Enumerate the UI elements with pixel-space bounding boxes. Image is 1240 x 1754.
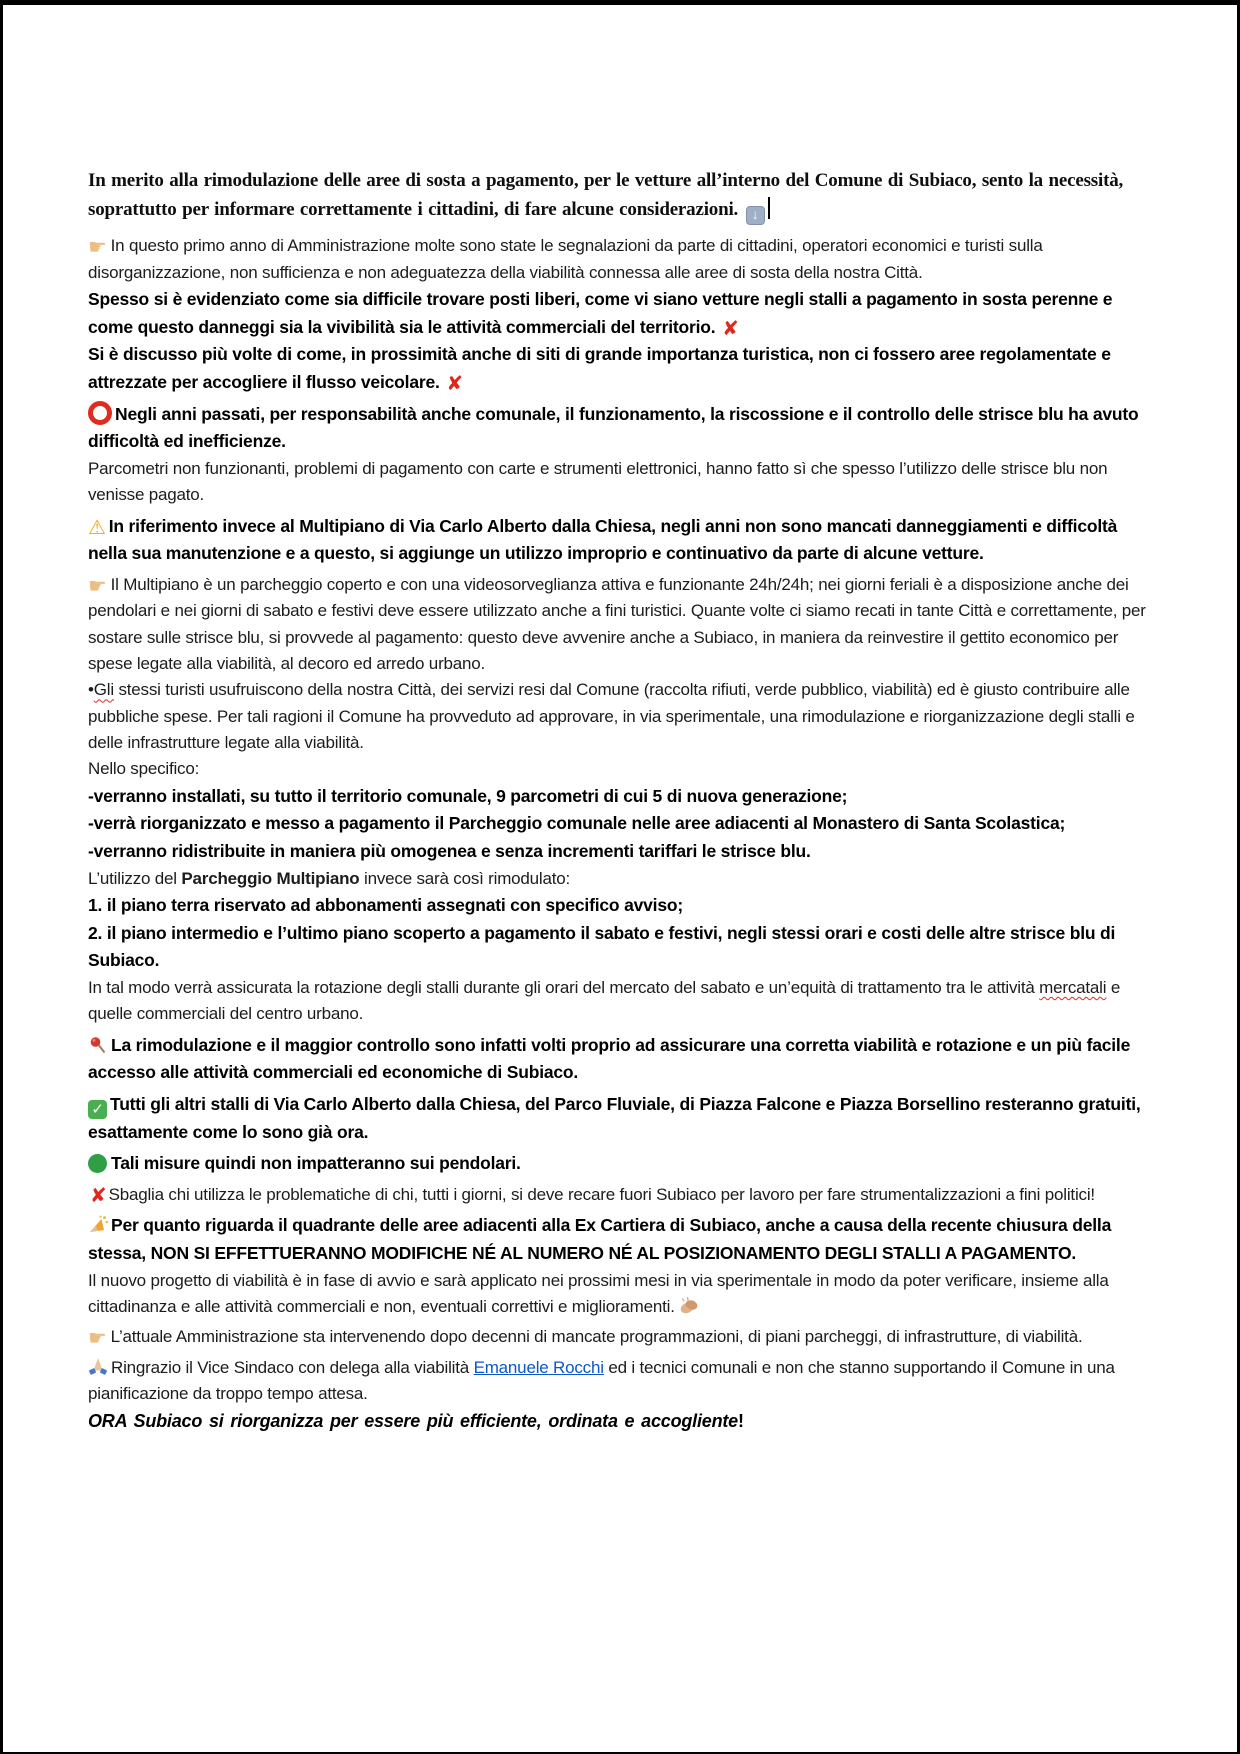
text-run: 2. il piano intermedio e l’ultimo piano scoperto a pagamento il sabato e festivi, negli stessi orari e costi delle altre strisce blu di Subiaco. <box>88 922 1116 971</box>
paragraph-segnalazioni <box>88 233 1154 286</box>
paragraph-posti-liberi <box>88 286 1154 341</box>
paragraph-piano-intermedio <box>88 920 1154 975</box>
text-run: Spesso si è evidenziato come sia difficile trovare posti liberi, come vi siano vetture negli stalli a pagamento in sosta perenne e come questo danneggi sia la vivibilità sia le attività commerciali del territorio. <box>88 289 1113 337</box>
text-run: Si è discusso più volte di come, in prossimità anche di siti di grande importanza turistica, non ci fossero aree regolamentate e attrezzate per accogliere il flusso veicolare. <box>88 344 1111 393</box>
paragraph-attuale-amministrazione <box>88 1324 1154 1350</box>
paragraph-stalli-gratuiti <box>88 1091 1154 1147</box>
paragraph-strisce-blu-inefficienze <box>88 401 1154 456</box>
paragraph-turisti-servizi <box>88 677 1154 756</box>
paragraph-nello-specifico <box>88 756 1154 782</box>
text-run: L’utilizzo del <box>88 868 182 888</box>
text-run: invece sarà così rimodulato: <box>359 868 571 888</box>
document-body <box>88 166 1154 1436</box>
cross-mark-icon: ✘ <box>722 317 739 340</box>
paragraph-pendolari <box>88 1150 1154 1178</box>
cross-mark-icon: ✘ <box>446 373 463 396</box>
text-run: Negli anni passati, per responsabilità anche comunale, il funzionamento, la riscossione e il controllo delle strisce blu ha avuto difficoltà ed inefficienze. <box>88 403 1139 452</box>
text-run: Sbaglia chi utilizza le problematiche di chi, tutti i giorni, si deve recare fuori Subiaco per lavoro per fare strumentalizzazioni a fini politici! <box>108 1185 1095 1205</box>
text-run: Il Multipiano è un parcheggio coperto e con una videosorveglianza attiva e funzionante 24h/24h; nei giorni feriali è a disposizione anche dei pendolari e nei giorni di sabato e festivi deve essere utilizzato anche a fini turistici. Quante volte ci siamo recati in tante Città e correttamente, per sostare sulle strisce blu, si provvede al pagamento: questo deve avvenire anche a Subiaco, in maniera da reinvestire il gettito economico per spese legate alla viabilità, al decoro ed arredo urbano. <box>88 574 1146 673</box>
text-run: In tal modo verrà assicurata la rotazione degli stalli durante gli orari del mercato del sabato e un’equità di trattamento tra le attività <box>88 977 1040 997</box>
pointing-right-icon: ☛ <box>88 1327 107 1351</box>
text-run: Per quanto riguarda il quadrante delle aree adiacenti alla Ex Cartiera di Subiaco, anche a causa della recente chiusura della stessa, NON SI EFFETTUERANNO MODIFICHE NÉ AL NUMERO NÉ AL POSIZIONAMENTO DEGLI STALLI A PAGAMENTO. <box>88 1215 1112 1264</box>
paragraph-intro <box>88 166 1154 225</box>
text-run: 1. il piano terra riservato ad abbonamenti assegnati con specifico avviso; <box>88 894 683 915</box>
text-run: Parcometri non funzionanti, problemi di pagamento con carte e strumenti elettronici, hanno fatto sì che spesso l’utilizzo delle strisce blu non venisse pagato. <box>88 458 1108 505</box>
text-run: In questo primo anno di Amministrazione molte sono state le segnalazioni da parte di cittadini, operatori economici e turisti sulla disorganizzazione, non sufficienza e non adeguatezza della viabilità connessa alle aree di sosta della nostra Città. <box>88 236 1043 282</box>
paragraph-multipiano-warning <box>88 513 1154 568</box>
paragraph-ridistribuzione-strisce <box>88 838 1154 866</box>
text-run: In riferimento invece al Multipiano di Via Carlo Alberto dalla Chiesa, negli anni non sono mancati danneggiamenti e difficoltà nella sua manutenzione e a questo, si aggiunge un utilizzo improprio e continuativo da parte di alcune vetture. <box>88 515 1118 564</box>
paragraph-multipiano-descrizione <box>88 572 1154 677</box>
paragraph-rimodulazione-controllo <box>88 1032 1154 1087</box>
paragraph-conclusione <box>88 1407 1154 1436</box>
clap-icon <box>679 1296 699 1316</box>
text-cursor <box>768 197 770 219</box>
pushpin-icon <box>88 1035 108 1055</box>
paragraph-parcheggio-monastero <box>88 810 1154 838</box>
paragraph-parcometri-nuovi <box>88 783 1154 811</box>
text-run: ! <box>738 1411 744 1432</box>
paragraph-piano-terra <box>88 892 1154 920</box>
text-run: -verranno installati, su tutto il territorio comunale, 9 parcometri di cui 5 di nuova generazione; <box>88 785 848 806</box>
text-run: Ringrazio il Vice Sindaco con delega alla viabilità <box>111 1357 474 1377</box>
down-button-icon: ↓ <box>746 206 765 225</box>
paragraph-sbaglia <box>88 1182 1154 1208</box>
megaphone-icon <box>88 1215 108 1235</box>
text-run: ed i tecnici comunali e non che stanno supportando il Comune in una pianificazione da troppo tempo attesa. <box>88 1357 1115 1404</box>
text-run: -verranno ridistribuite in maniera più omogenea e senza incrementi tariffari le strisce blu. <box>88 840 811 861</box>
text-run: Parcheggio Multipiano <box>181 868 360 888</box>
text-run: stessi turisti usufruiscono della nostra Città, dei servizi resi dal Comune (raccolta rifiuti, verde pubblico, viabilità) ed è giusto contribuire alle pubbliche spese. Per tali ragioni il Comune ha provveduto ad approvare, in via sperimentale, una rimodulazione e riorganizzazione degli stalli e delle infrastrutture legate alla viabilità. <box>88 680 1135 752</box>
paragraph-nuovo-progetto <box>88 1268 1154 1321</box>
cross-mark-icon: ✘ <box>90 1185 107 1208</box>
warning-icon: ⚠ <box>88 516 106 539</box>
text-run: ORA Subiaco si riorganizza per essere più efficiente, ordinata e accogliente <box>88 1411 738 1432</box>
text-run: -verrà riorganizzato e messo a pagamento il Parcheggio comunale nelle aree adiacenti al Monastero di Santa Scolastica; <box>88 813 1066 834</box>
text-run: Nello specifico: <box>88 759 200 779</box>
text-run: Tali misure quindi non impatteranno sui pendolari. <box>111 1153 521 1174</box>
paragraph-rotazione-stalli <box>88 975 1154 1028</box>
pointing-right-icon: ☛ <box>88 574 107 598</box>
text-run: mercatali <box>1039 977 1107 997</box>
paragraph-utilizzo-multipiano <box>88 866 1154 892</box>
check-button-icon: ✓ <box>88 1100 107 1119</box>
hollow-red-circle-icon <box>88 401 112 425</box>
paragraph-ex-cartiera <box>88 1212 1154 1267</box>
pray-icon <box>88 1357 108 1377</box>
text-run: La rimodulazione e il maggior controllo sono infatti volti proprio ad assicurare una corretta viabilità e rotazione e un più facile accesso alle attività commerciali ed economiche di Subiaco. <box>88 1034 1131 1083</box>
text-run: Il nuovo progetto di viabilità è in fase di avvio e sarà applicato nei prossimi mesi in via sperimentale in modo da poter verificare, insieme alla cittadinanza e alle attività commerciali e non, eventuali correttivi e miglioramenti. <box>88 1270 1109 1317</box>
paragraph-parcometri <box>88 456 1154 509</box>
text-run: L’attuale Amministrazione sta intervenendo dopo decenni di mancate programmazioni, di piani parcheggi, di infrastrutture, di viabilità. <box>110 1327 1083 1347</box>
paragraph-ringraziamenti <box>88 1355 1154 1408</box>
paragraph-siti-turistici <box>88 341 1154 396</box>
pointing-right-icon: ☛ <box>88 236 107 260</box>
text-run: Gli <box>93 680 114 700</box>
text-run: e quelle commerciali del centro urbano. <box>88 977 1121 1024</box>
text-run: In merito alla rimodulazione delle aree di sosta a pagamento, per le vetture all’interno del Comune di Subiaco, sento la necessità, soprattutto per informare correttamente i cittadini, di fare alcune considerazioni. <box>88 170 1124 221</box>
link-emanuele-rocchi[interactable]: Emanuele Rocchi <box>473 1357 604 1377</box>
green-circle-icon <box>88 1154 107 1173</box>
text-run: • <box>88 680 94 700</box>
text-run: Tutti gli altri stalli di Via Carlo Alberto dalla Chiesa, del Parco Fluviale, di Piazza Falcone e Piazza Borsellino resteranno gratuiti, esattamente come lo sono già ora. <box>88 1093 1141 1142</box>
